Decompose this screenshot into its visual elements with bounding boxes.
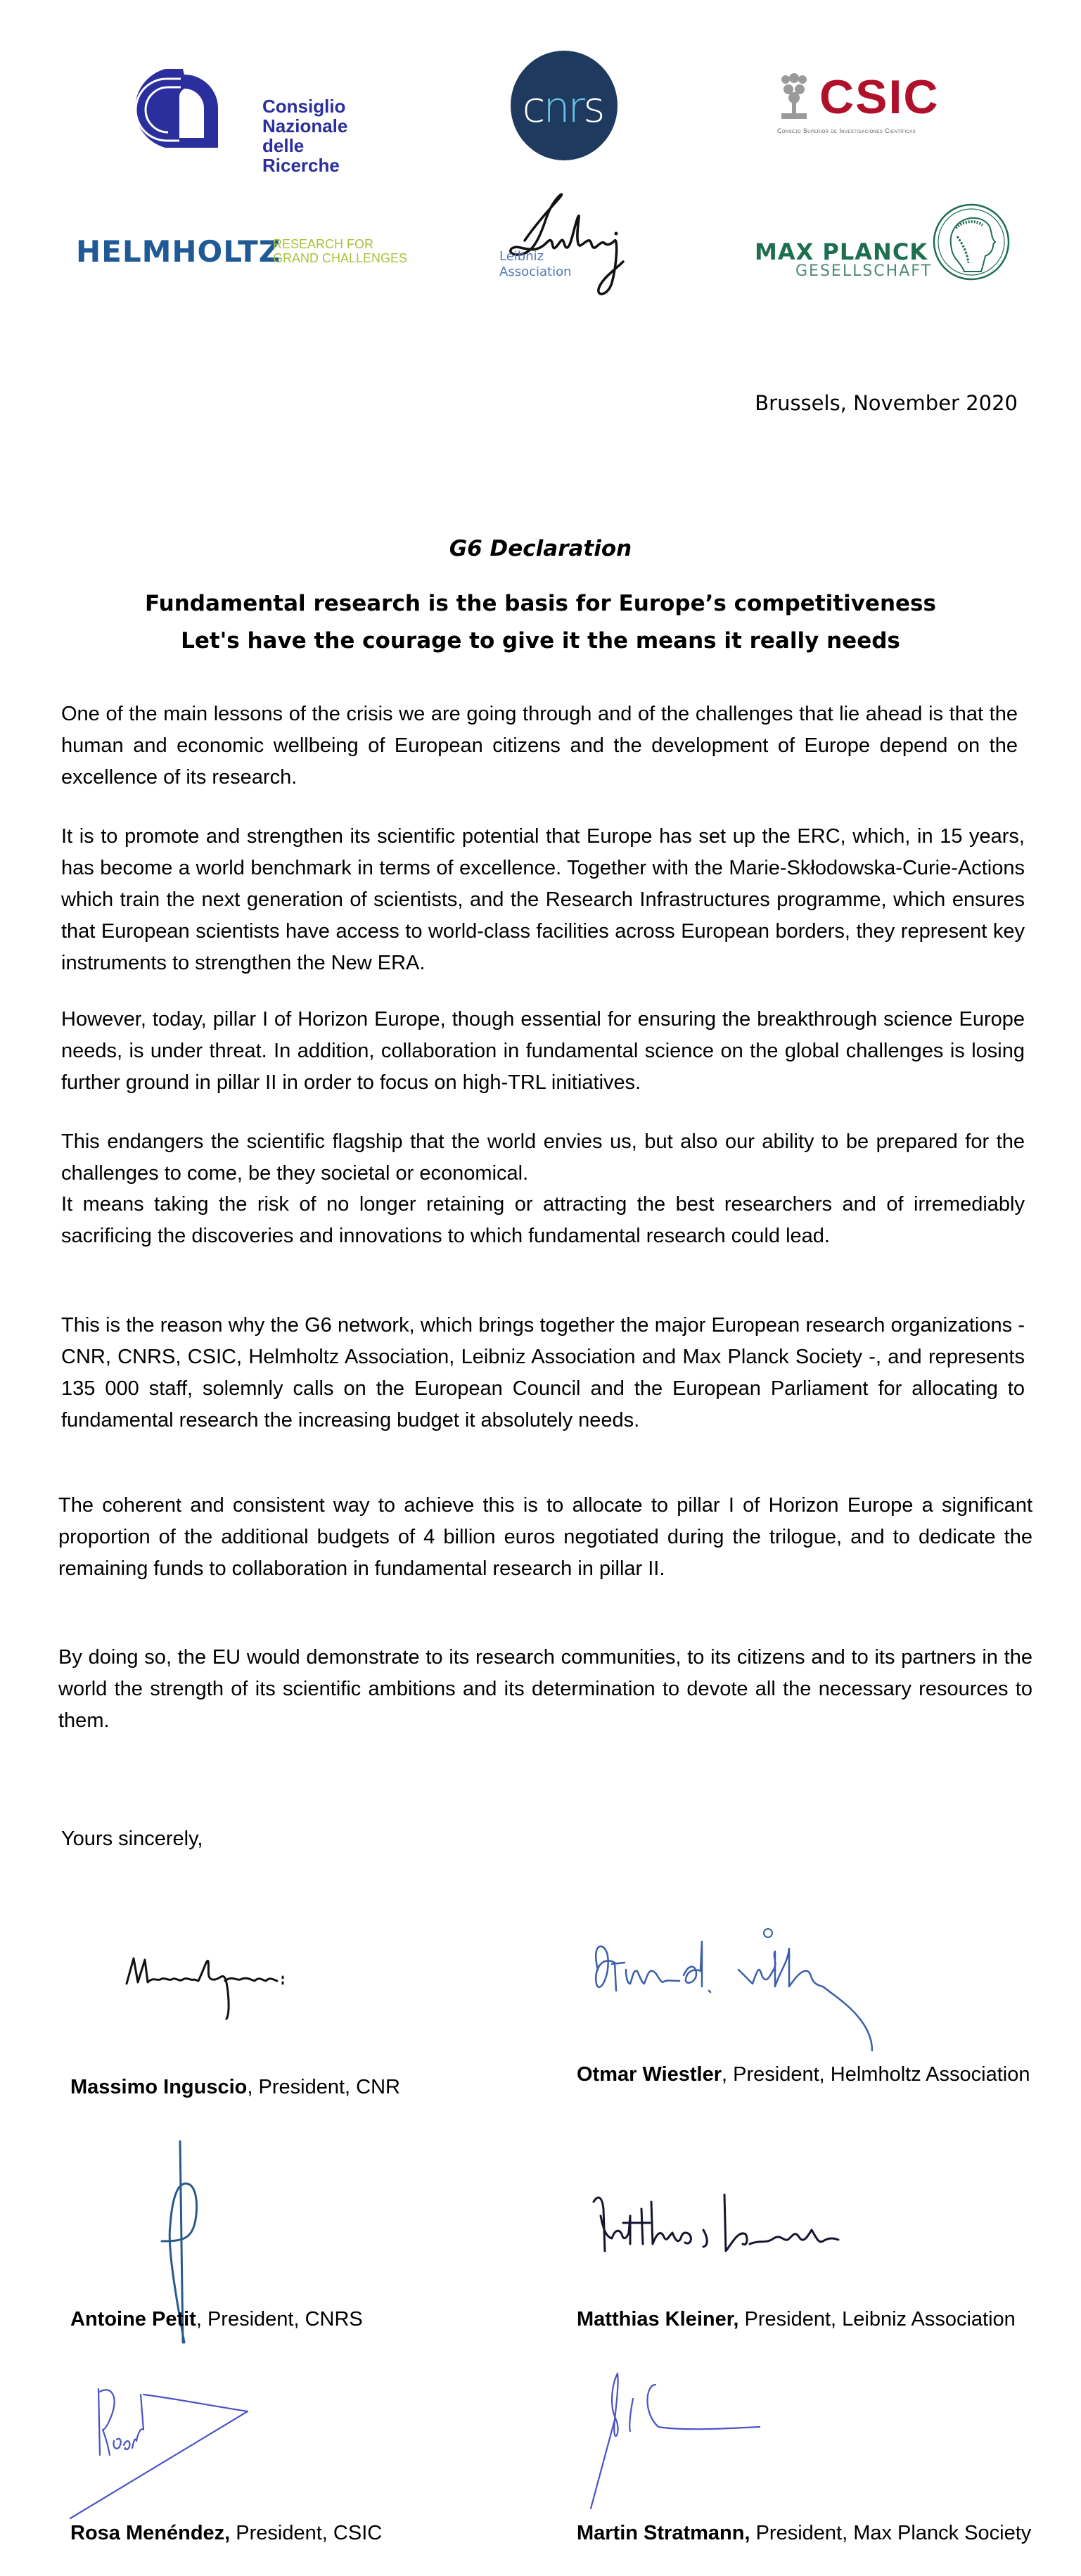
signer-name: Massimo Inguscio [70,2076,248,2098]
max-planck-logo [755,203,1022,287]
max-planck-logo-word: MAX PLANCK [755,238,928,265]
helmholtz-logo [76,236,414,278]
declaration-title: G6 Declaration [449,536,632,561]
signer-name: Antoine Petit [70,2308,196,2330]
signature-stratmann [591,2371,914,2511]
signer-role: President, Max Planck Society [750,2522,1032,2544]
handwritten-signature-icon [584,1927,949,2054]
signer-petit [70,2304,363,2334]
signer-inguscio [70,2072,400,2102]
signer-role: President, CSIC [230,2522,383,2544]
closing-salutation: Yours sincerely, [61,1828,203,1850]
paragraph-7: The coherent and consistent way to achieve this is to allocate to pillar I of Horizon Europe a significant proportion of the additional budgets of 4 billion euros negotiated during the trilogue, and to dedicate the remaining funds to collaboration in fundamental research in pillar II. [58,1494,1032,1580]
paragraph-8: By doing so, the EU would demonstrate to its research communities, to its citizens and to its partners in the world the strength of its scientific ambitions and its determination to devote all the necessary resources to them. [58,1646,1032,1732]
leibniz-logo-label [499,249,572,280]
paragraph-6: This is the reason why the G6 network, which brings together the major European research organizations - CNR, CNRS, CSIC, Helmholtz Association, Leibniz Association and Max Planck Society -, and represents 135 000 staff, solemnly calls on the European Council and the European Parliament for allocating to fundamental research the increasing budget it absolutely needs. [61,1314,1025,1432]
cnrs-logo-text [508,83,618,132]
paragraph-1: One of the main lessons of the crisis we are going through and of the challenges that lie ahead is that the human and economic wellbeing of European citizens and the development of Europe depend on the excellence of its research. [61,703,1018,789]
signer-role: , President, CNRS [196,2308,363,2330]
signer-wiestler [577,2060,1030,2089]
leibniz-signature-icon [497,191,644,304]
leibniz-logo [497,191,651,304]
signer-name: Otmar Wiestler [577,2063,722,2086]
paragraph-4: This endangers the scientific flagship that the world envies us, but also our ability to be prepared for the challenges to come, be they societal or economical. [61,1130,1025,1185]
cnr-line-1: Consiglio [262,96,346,117]
paragraph-5: It means taking the risk of no longer retaining or attracting the best researchers and of irremediably sacrificing the discoveries and innovations to which fundamental research could lead. [61,1193,1025,1247]
cnrs-nr: nr [543,83,584,132]
csic-tree-emblem-icon [777,72,811,123]
csic-logo-subtitle: Consejo Superior de Investigaciones Científicas [777,127,916,134]
signer-role: , President, CNR [247,2076,400,2098]
helmholtz-logo-word: HELMHOLTZ [76,234,281,269]
date-line: Brussels, November 2020 [755,391,1018,415]
headline-line-2: Let's have the courage to give it the means it really needs [181,628,900,653]
leibniz-label-1: Leibniz [499,249,544,264]
leibniz-label-2: Association [499,264,572,279]
paragraph-2: It is to promote and strengthen its scientific potential that Europe has set up the ERC, which, in 15 years, has become a world benchmark in terms of excellence. Together with the Marie-Skłodowska-Curie-Actions which train the next generation of scientists, and the Research Infrastructures programme, which ensures that European scientists have access to world-class facilities across European borders, they represent key instruments to strengthen the New ERA. [61,825,1025,974]
signature-inguscio [77,1956,331,2019]
signer-name: Matthias Kleiner, [577,2308,739,2330]
signer-name: Martin Stratmann, [577,2522,750,2544]
handwritten-signature-icon [584,2188,949,2258]
csic-logo [777,72,960,143]
handwritten-signature-icon [591,2371,914,2511]
helmholtz-tagline-2: GRAND CHALLENGES [273,251,408,265]
minerva-emblem-icon [932,203,1011,281]
cnrs-logo [508,49,620,162]
max-planck-logo-sub: GESELLSCHAFT [795,262,932,280]
signature-menendez [70,2378,366,2518]
cnrs-s: s [583,83,603,132]
csic-logo-word: CSIC [819,70,940,124]
signer-name: Rosa Menéndez, [70,2522,231,2544]
cnr-emblem-icon [116,65,257,149]
signer-kleiner [577,2304,1016,2334]
cnr-line-3: Ricerche [262,155,340,176]
cnr-logo [116,65,383,176]
signer-menendez [70,2518,382,2548]
paragraph-3: However, today, pillar I of Horizon Europe, though essential for ensuring the breakthrough science Europe needs, is under threat. In addition, collaboration in fundamental science on the global challenges is losing further ground in pillar II in order to focus on high-TRL initiatives. [61,1008,1025,1094]
helmholtz-logo-tagline [273,237,407,265]
signer-stratmann [577,2518,1034,2548]
headline-line-1: Fundamental research is the basis for Europe’s competitiveness [145,591,936,616]
signature-wiestler [584,1927,949,2054]
signer-role: President, Leibniz Association [738,2308,1016,2330]
helmholtz-tagline-1: RESEARCH FOR [273,237,374,251]
cnr-logo-text [262,96,383,175]
handwritten-signature-icon [70,2378,366,2518]
signer-role: , President, Helmholtz Association [722,2063,1030,2086]
cnrs-c: c [522,83,544,132]
signature-kleiner [584,2188,949,2258]
handwritten-signature-icon [77,1956,331,2019]
cnr-line-2: Nazionale delle [262,115,348,156]
